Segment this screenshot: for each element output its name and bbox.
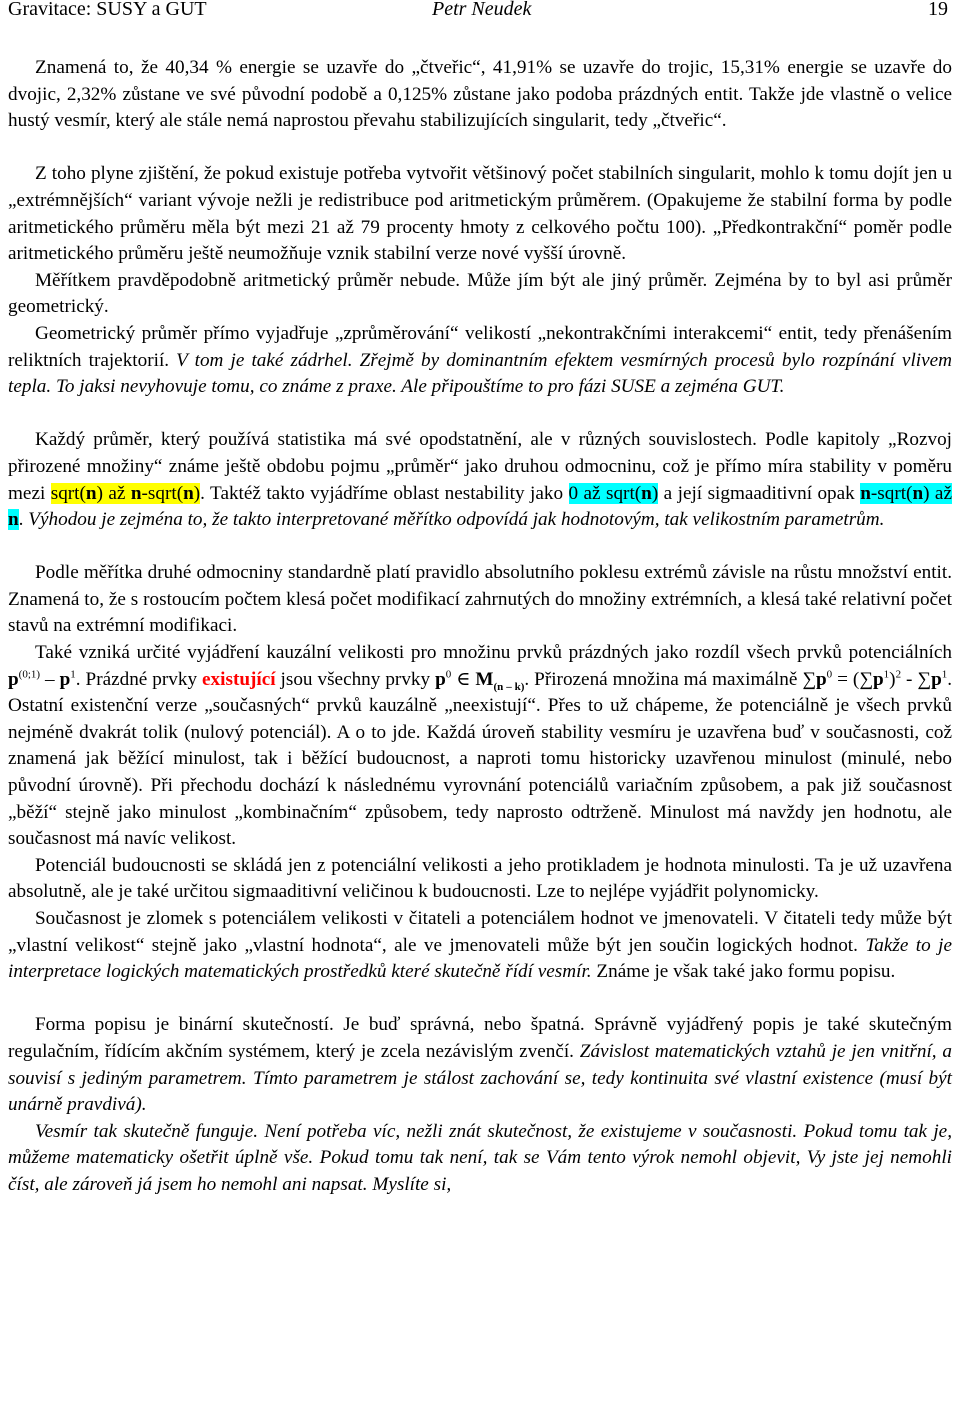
highlight-instability-range: 0 až sqrt(n) (568, 482, 659, 504)
paragraph-4: Geometrický průměr přímo vyjadřuje „zprůměrování“ velikostí „nekontrakčními interakcemi“ entit, tedy přenášením reliktních trajektorií. V tom je také zádrhel. Zřejmě by dominantním efektem vesmírných procesů bylo rozpínání vlivem tepla. To jaksi nevyhovuje tomu, co známe z praxe. Ale připouštíme to pro fázi SUSE a zejména GUT. (8, 322, 952, 398)
paragraph-5: Každý průměr, který používá statistika má své opodstatnění, ale v různých souvislostech. Podle kapitoly „Rozvoj přirozené množiny“ známe ještě obdobu pojmu „průměr“ jako druhou odmocninu, což je přímo míra stability v poměru mezi sqrt(n) až n-sqrt(n). Taktéž takto vyjádříme oblast nestability jako 0 až sqrt(n) a její sigmaaditivní opak n-sqrt(n) až n. Výhodou je zejména to, že takto interpretované měřítko odpovídá jak hodnotovým, tak velikostním parametrům. (8, 429, 952, 531)
paragraph-6: Podle měřítka druhé odmocniny standardně platí pravidlo absolutního poklesu extrémů závisle na růstu množství entit. Znamená to, že s rostoucím počtem klesá počet modifikací zahrnutých do množiny extrémních, a klesá také relativní počet stavů na extrémní modifikaci. (8, 562, 952, 637)
paragraph-7: Také vzniká určité vyjádření kauzální velikosti pro množinu prvků prázdných jako rozdíl všech prvků potenciálních $p^{(0;1)} - p^1$. Prázdné prvky existující jsou všechny prvky $p^0$ ∈ $M_{(n - k)}$. Přirozená množina má maximálně $\sum p^0 = (\sum p^1)^2 - \sum p^1$. Ostatní existenční verze „současných“ prvků kauzálně „neexistují“. Přes to už chápeme, že potenciálně je všech prvků nejméně dvakrát tolik (nulový potenciál). A o to jde. Každá úroveň stability vesmíru je uzavřena buď v současnosti, což znamená jak běžící minulost, tak i běžící budoucnost, a naproti tomu historicky uzavřenou minulost (minulé, nebo původní úrovně). Při přechodu dochází k následnému vyrovnání potenciálů variačním způsobem, a pak již současnost „běží“ stejně jako minulost „kombinačním“ způsobem, tedy naprosto odtrženě. Minulost má navždy jen hodnotu, ale současnost má navíc velikost. (8, 642, 953, 850)
paragraph-2: Z toho plyne zjištění, že pokud existuje potřeba vytvořit většinový počet stabilních singularit, mohlo k tomu dojít jen u „extrémnějších“ variant vývoje nežli je redistribuce pod aritmetickým průměrem. (Opakujeme že stabilní forma by podle aritmetického průměru měla být mezi 21 až 79 procenty hmoty z celkového počtu 100). „Předkontrakční“ poměr podle aritmetického průměru ještě neumožňuje vznik stabilní verze nové vyšší úrovně. (8, 163, 952, 265)
paragraph-8: Potenciál budoucnosti se skládá jen z potenciální velikosti a jeho protikladem je hodnota minulosti. Ta je už uzavřena absolutně, ale je také určitou sigmaaditivní veličinou k budoucnosti. Lze to nejlépe vyjádřit polynomicky. (8, 854, 952, 903)
paragraph-1: Znamená to, že 40,34 % energie se uzavře do „čtveřic“, 41,91% se uzavře do trojic, 15,31% energie se uzavře do dvojic, 2,32% zůstane ve své původní podobě a 0,125% zůstane jako podoba prázdných entit. Takže jde vlastně o velice hustý vesmír, který ale stále nemá naprostou převahu stabilizujících singularit, tedy „čtveřic“. (8, 57, 952, 132)
highlight-stability-range: sqrt(n) až n-sqrt(n) (50, 482, 201, 504)
paragraph-3: Měřítkem pravděpodobně aritmetický průměr nebude. Může jím být ale jiný průměr. Zejména by to byl asi průměr geometrický. (8, 269, 952, 318)
existing-highlight: existující (202, 668, 276, 690)
paragraph-11: Vesmír tak skutečně funguje. Není potřeba víc, nežli znát skutečnost, že existujeme v současnosti. Pokud tomu tak je, můžeme matematicky ošetřit úplně vše. Pokud tomu tak není, tak se Vám tento výrok nemohl objevit, Vy jste jej nemohli číst, ale zároveň já jsem ho nemohl ani napsat. Myslíte si, (8, 1120, 952, 1195)
header-title: Gravitace: SUSY a GUT (8, 0, 207, 20)
paragraph-9: Současnost je zlomek s potenciálem velikosti v čitateli a potenciálem hodnot ve jmenovateli. V čitateli tedy může být „vlastní velikost“ stejně jako „vlastní hodnota“, ale ve jmenovateli může být jen součin logických hodnot. Takže to je interpretace logických matematických prostředků které skutečně řídí vesmír. Známe je však také jako formu popisu. (8, 908, 952, 983)
body-text (8, 55, 952, 1199)
paragraph-10: Forma popisu je binární skutečností. Je buď správná, nebo špatná. Správně vyjádřený popis je také skutečným regulačním, řídícím akčním systémem, který je zcela nezávislým zvenčí. Závislost matematických vztahů je jen vnitřní, a souvisí s jediným parametrem. Tímto parametrem je stálost zachování se, tedy kontinuita své vlastní existence (musí být unárně pravdivá). (8, 1014, 952, 1116)
page-number: 19 (928, 0, 948, 20)
header-author: Petr Neudek (432, 0, 532, 20)
highlight-sigma-opposite: n-sqrt(n) až n (8, 482, 952, 531)
page-header (8, 0, 948, 24)
